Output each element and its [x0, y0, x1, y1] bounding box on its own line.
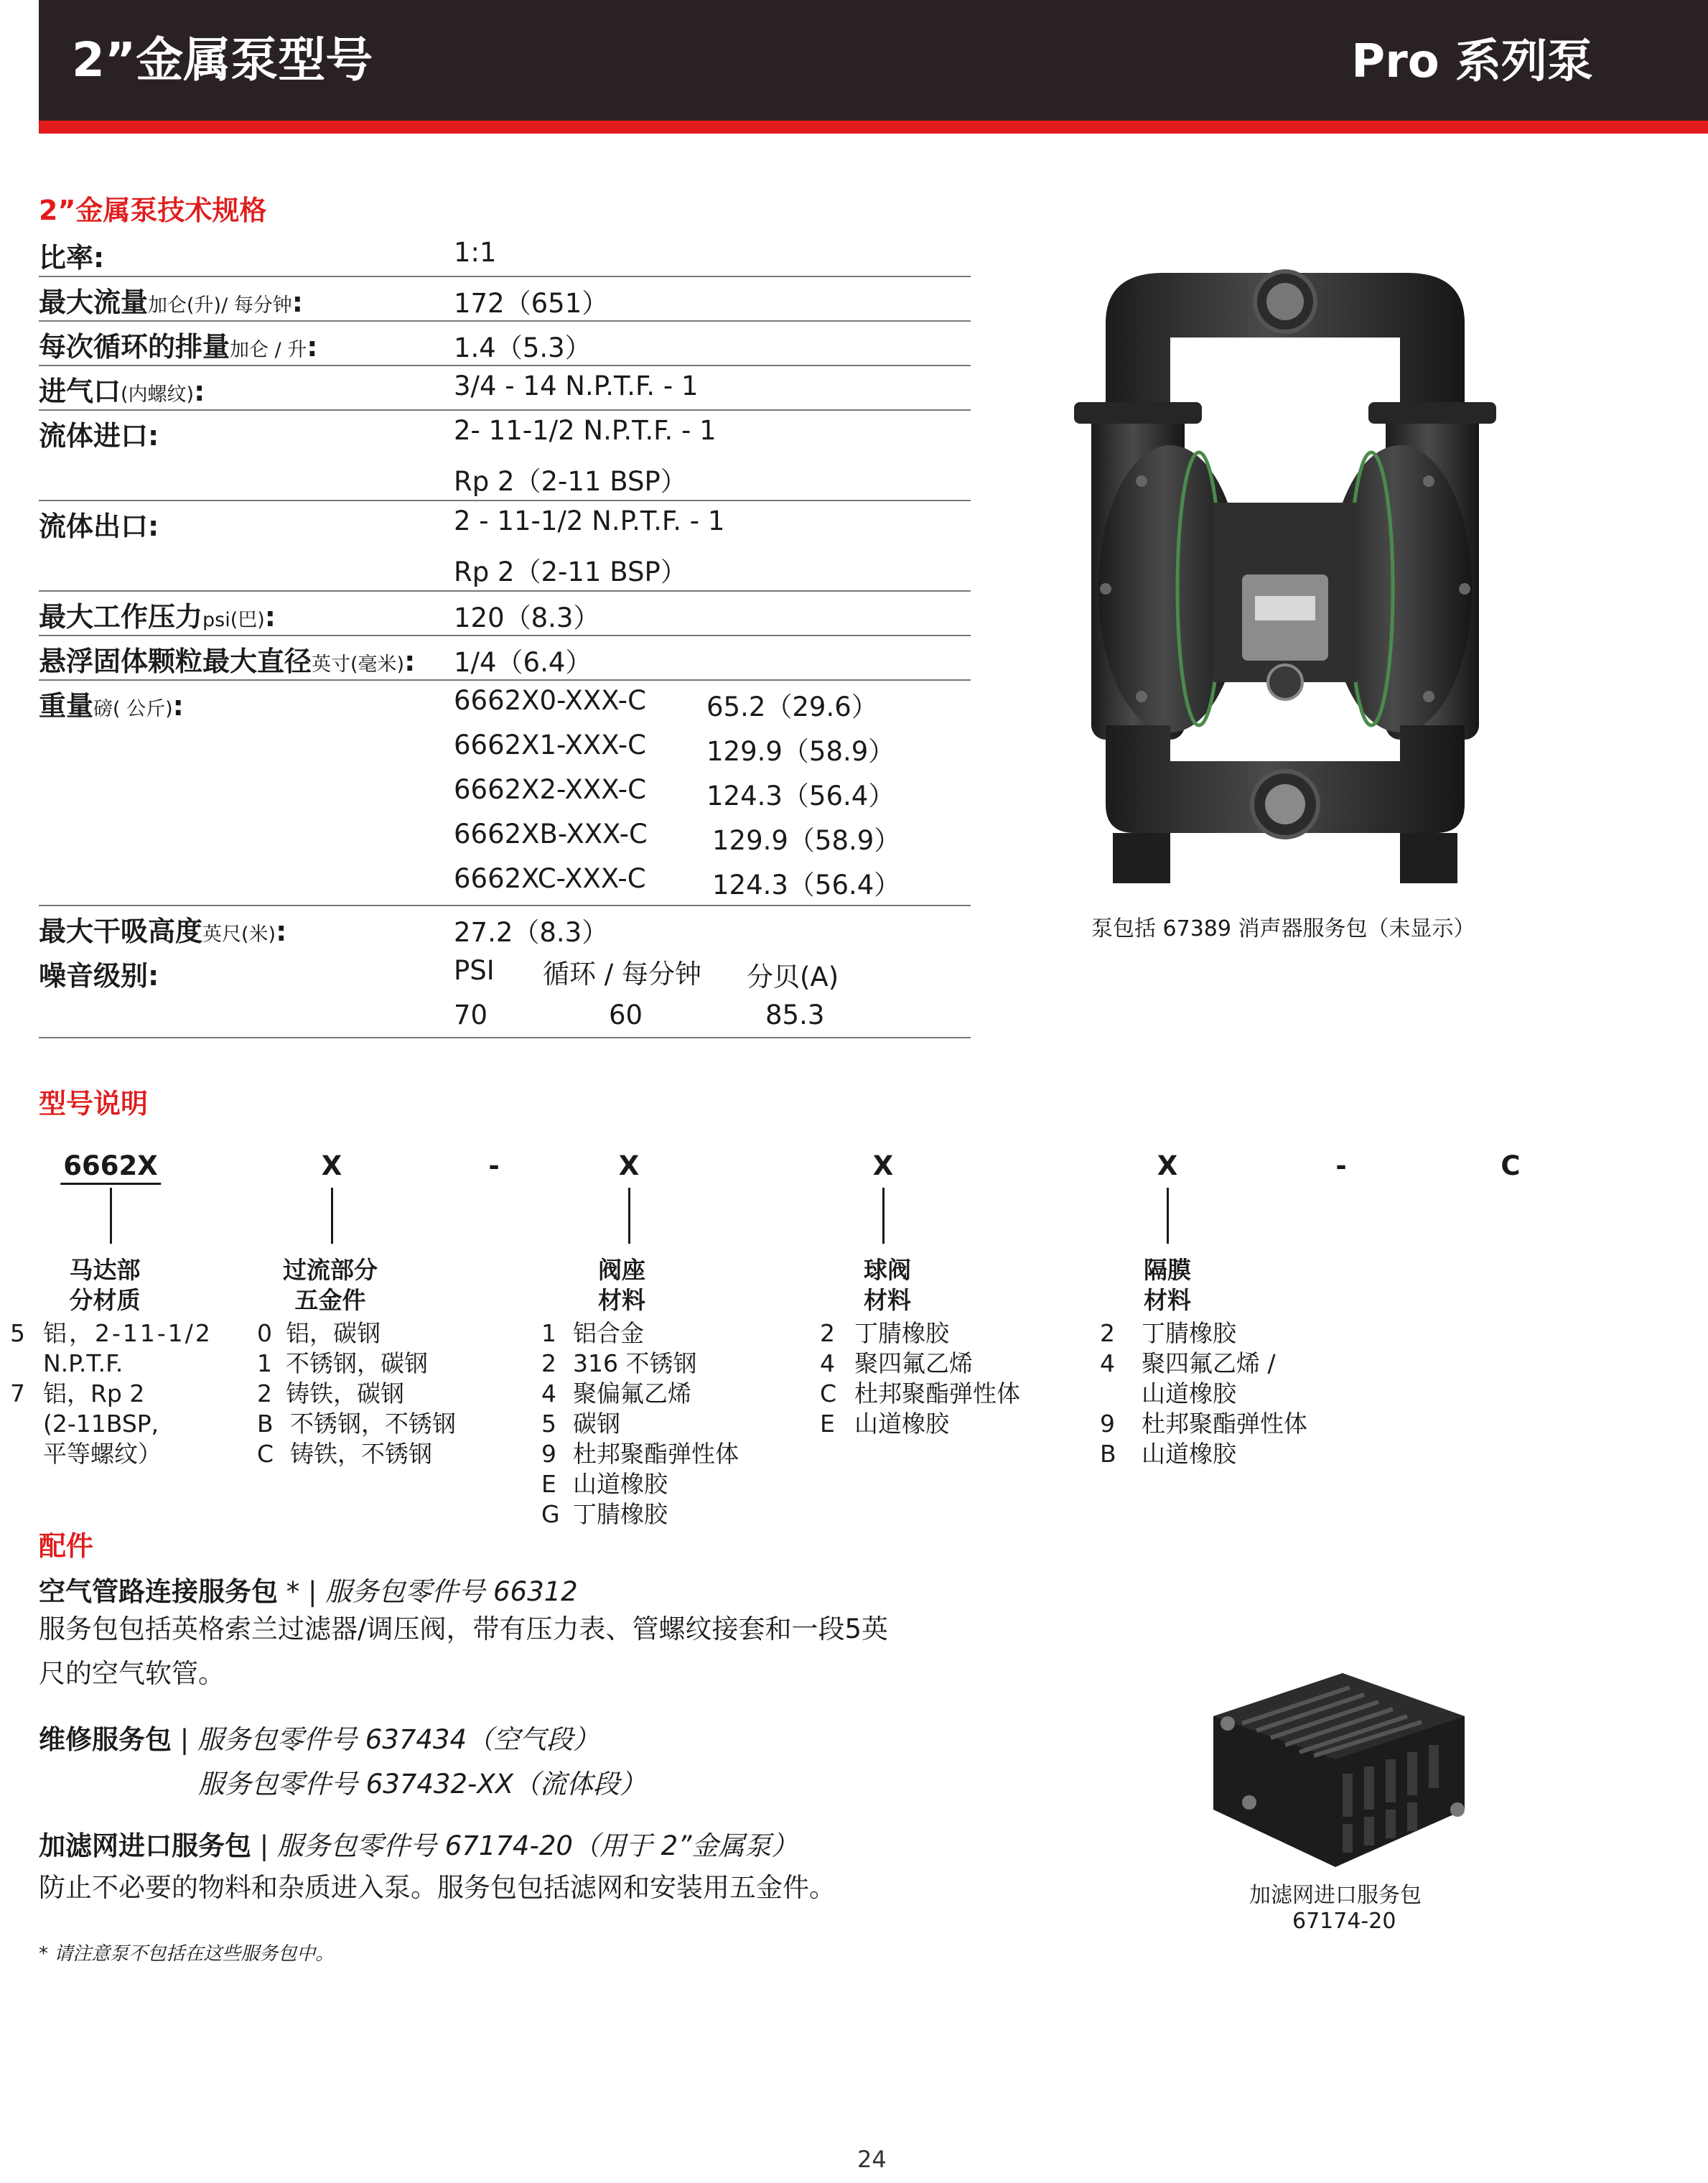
option-text: 杜邦聚酯弹性体	[1142, 1410, 1307, 1438]
air-kit-title: 空气管路连接服务包 * | 服务包零件号 66312	[39, 1576, 578, 1607]
code-diaphragm: X	[1157, 1150, 1178, 1181]
option-text: 铝，碳钢	[286, 1319, 381, 1347]
option-code: 1	[541, 1319, 556, 1347]
pump-caption: 泵包括 67389 消声器服务包（未显示）	[1091, 916, 1475, 941]
kit-note: * 请注意泵不包括在这些服务包中。	[39, 1943, 335, 1965]
option-text: 杜邦聚酯弹性体	[573, 1440, 739, 1468]
option-text: 不锈钢，碳钢	[286, 1349, 428, 1377]
option-text: N.P.T.F.	[43, 1349, 123, 1377]
option-text: 铝，Rp 2	[43, 1379, 145, 1407]
code-base: 6662X	[60, 1150, 161, 1185]
weight-model: 6662X0-XXX-C	[454, 685, 646, 716]
spec-label-suction-lift: 最大干吸高度英尺(米):	[39, 916, 287, 947]
option-text: 丁腈橡胶	[573, 1500, 668, 1528]
option-code: 0	[257, 1319, 272, 1347]
spec-label-fluid-inlet: 流体进口:	[39, 420, 159, 452]
code-dash: -	[488, 1150, 500, 1181]
spec-divider	[39, 679, 971, 681]
weight-model: 6662XC-XXX-C	[454, 863, 646, 894]
option-code: C	[257, 1440, 274, 1468]
spec-divider	[39, 905, 971, 906]
option-text: 平等螺纹）	[43, 1440, 162, 1468]
strainer-kit-description: 防止不必要的物料和杂质进入泵。服务包包括滤网和安装用五金件。	[39, 1872, 836, 1903]
option-code: 1	[257, 1349, 272, 1377]
option-code: 5	[10, 1319, 25, 1347]
spec-value-fluid-inlet-bsp: Rp 2（2-11 BSP）	[454, 466, 687, 497]
strainer-kit-image	[1199, 1666, 1472, 1874]
strainer-caption-part: 67174-20	[1292, 1909, 1396, 1934]
option-text: 山道橡胶	[1142, 1379, 1236, 1407]
option-text: 丁腈橡胶	[854, 1319, 949, 1347]
spec-value-fluid-inlet-npt: 2- 11-1/2 N.P.T.F. - 1	[454, 415, 717, 446]
spec-value-fluid-outlet-npt: 2 - 11-1/2 N.P.T.F. - 1	[454, 506, 725, 536]
option-code: C	[820, 1379, 837, 1407]
option-code: G	[541, 1500, 560, 1528]
option-text: 聚四氟乙烯	[854, 1349, 973, 1377]
option-text: 铝合金	[573, 1319, 644, 1347]
spec-label-noise: 噪音级别:	[39, 960, 159, 992]
spec-divider	[39, 365, 971, 366]
option-code: 4	[541, 1379, 556, 1407]
group-title-diaphragm: 隔膜 材料	[1144, 1256, 1191, 1314]
code-connector	[882, 1188, 885, 1244]
spec-divider	[39, 409, 971, 411]
option-code: 7	[10, 1379, 25, 1407]
option-text: 山道橡胶	[573, 1470, 668, 1498]
option-code: 2	[820, 1319, 835, 1347]
option-text: 杜邦聚酯弹性体	[854, 1379, 1020, 1407]
option-text: 碳钢	[573, 1410, 620, 1438]
spec-value-max-flow: 172（651）	[454, 288, 609, 319]
repair-kit-title: 维修服务包 | 服务包零件号 637434（空气段）	[39, 1724, 600, 1755]
model-code-heading: 型号说明	[39, 1088, 149, 1120]
option-text: 不锈钢，不锈钢	[290, 1410, 456, 1438]
spec-divider	[39, 1037, 971, 1038]
code-connector	[331, 1188, 333, 1244]
option-code: B	[257, 1410, 274, 1438]
spec-label-fluid-outlet: 流体出口:	[39, 511, 159, 542]
spec-label-max-flow: 最大流量加仑(升)/ 每分钟:	[39, 287, 303, 318]
spec-divider	[39, 635, 971, 636]
spec-label-ratio: 比率:	[39, 242, 105, 274]
page-number: 24	[857, 2146, 887, 2173]
spec-label-displacement: 每次循环的排量加仑 / 升:	[39, 331, 318, 363]
noise-value-cycles: 60	[609, 1000, 643, 1030]
weight-model: 6662X2-XXX-C	[454, 774, 646, 805]
code-ball: X	[872, 1150, 894, 1181]
code-dash: -	[1335, 1150, 1347, 1181]
weight-model: 6662XB-XXX-C	[454, 819, 648, 850]
spec-value-displacement: 1.4（5.3）	[454, 332, 592, 363]
spec-value-fluid-outlet-bsp: Rp 2（2-11 BSP）	[454, 557, 687, 587]
option-code: 2	[541, 1349, 556, 1377]
noise-header-db: 分贝(A)	[747, 962, 839, 992]
code-suffix: C	[1501, 1150, 1521, 1181]
spec-value-ratio: 1:1	[454, 237, 497, 268]
spec-label-max-pressure: 最大工作压力psi(巴):	[39, 601, 276, 633]
group-title-seat: 阀座 材料	[598, 1256, 645, 1314]
weight-value: 124.3（56.4）	[706, 781, 895, 811]
strainer-caption-title: 加滤网进口服务包	[1249, 1883, 1422, 1908]
spec-label-air-inlet: 进气口(内螺纹):	[39, 376, 205, 407]
noise-header-cycles: 循环 / 每分钟	[543, 959, 701, 990]
option-text: 316 不锈钢	[573, 1349, 697, 1377]
spec-divider	[39, 500, 971, 501]
group-title-motor: 马达部 分材质	[69, 1256, 141, 1314]
option-text: 铸铁，碳钢	[286, 1379, 404, 1407]
option-text: (2-11BSP,	[43, 1410, 159, 1438]
option-code: E	[541, 1470, 556, 1498]
option-code: 9	[1100, 1410, 1115, 1438]
spec-divider	[39, 320, 971, 322]
option-text: 丁腈橡胶	[1142, 1319, 1236, 1347]
code-connector	[628, 1188, 630, 1244]
option-code: 5	[541, 1410, 556, 1438]
spec-value-max-pressure: 120（8.3）	[454, 602, 600, 633]
code-connector	[110, 1188, 112, 1244]
option-code: 2	[1100, 1319, 1115, 1347]
air-kit-description: 服务包包括英格索兰过滤器/调压阀，带有压力表、管螺纹接套和一段5英 尺的空气软管。	[39, 1614, 889, 1689]
spec-divider	[39, 590, 971, 592]
accessories-heading: 配件	[39, 1530, 94, 1562]
spec-label-max-particle: 悬浮固体颗粒最大直径英寸(毫米):	[39, 646, 416, 677]
diaphragm-pump-image	[1063, 259, 1508, 905]
weight-value: 129.9（58.9）	[706, 736, 895, 767]
option-code: B	[1100, 1440, 1116, 1468]
noise-header-psi: PSI	[454, 955, 495, 986]
weight-model: 6662X1-XXX-C	[454, 730, 646, 760]
header-accent-rule	[39, 121, 1708, 134]
option-text: 山道橡胶	[854, 1410, 949, 1438]
option-text: 铝，2-11-1/2	[43, 1319, 213, 1347]
option-text: 聚四氟乙烯 /	[1142, 1349, 1276, 1377]
group-title-wetted: 过流部分 五金件	[283, 1256, 378, 1314]
page-title: 2”金属泵型号	[72, 32, 373, 88]
spec-value-suction-lift: 27.2（8.3）	[454, 917, 609, 948]
option-code: 4	[1100, 1349, 1115, 1377]
strainer-kit-title: 加滤网进口服务包 | 服务包零件号 67174-20（用于 2”金属泵）	[39, 1830, 798, 1861]
spec-divider	[39, 276, 971, 277]
weight-value: 129.9（58.9）	[712, 825, 901, 856]
code-seat: X	[618, 1150, 640, 1181]
code-wetted-parts: X	[321, 1150, 342, 1181]
option-code: E	[820, 1410, 835, 1438]
spec-label-weight: 重量磅( 公斤):	[39, 690, 184, 722]
option-code: 4	[820, 1349, 835, 1377]
option-code: 9	[541, 1440, 556, 1468]
repair-kit-fluid-part: 服务包零件号 637432-XX（流体段）	[198, 1769, 647, 1800]
spec-value-air-inlet: 3/4 - 14 N.P.T.F. - 1	[454, 371, 699, 401]
series-title: Pro 系列泵	[1351, 35, 1593, 88]
weight-value: 65.2（29.6）	[706, 692, 878, 722]
option-text: 聚偏氟乙烯	[573, 1379, 691, 1407]
spec-value-max-particle: 1/4（6.4）	[454, 647, 592, 678]
noise-value-psi: 70	[454, 1000, 488, 1030]
option-text: 铸铁，不锈钢	[290, 1440, 432, 1468]
noise-value-db: 85.3	[765, 1000, 825, 1030]
weight-value: 124.3（56.4）	[712, 870, 901, 900]
group-title-ball: 球阀 材料	[864, 1256, 911, 1314]
option-text: 山道橡胶	[1142, 1440, 1236, 1468]
option-code: 2	[257, 1379, 272, 1407]
spec-heading: 2”金属泵技术规格	[39, 195, 267, 226]
code-connector	[1167, 1188, 1169, 1244]
